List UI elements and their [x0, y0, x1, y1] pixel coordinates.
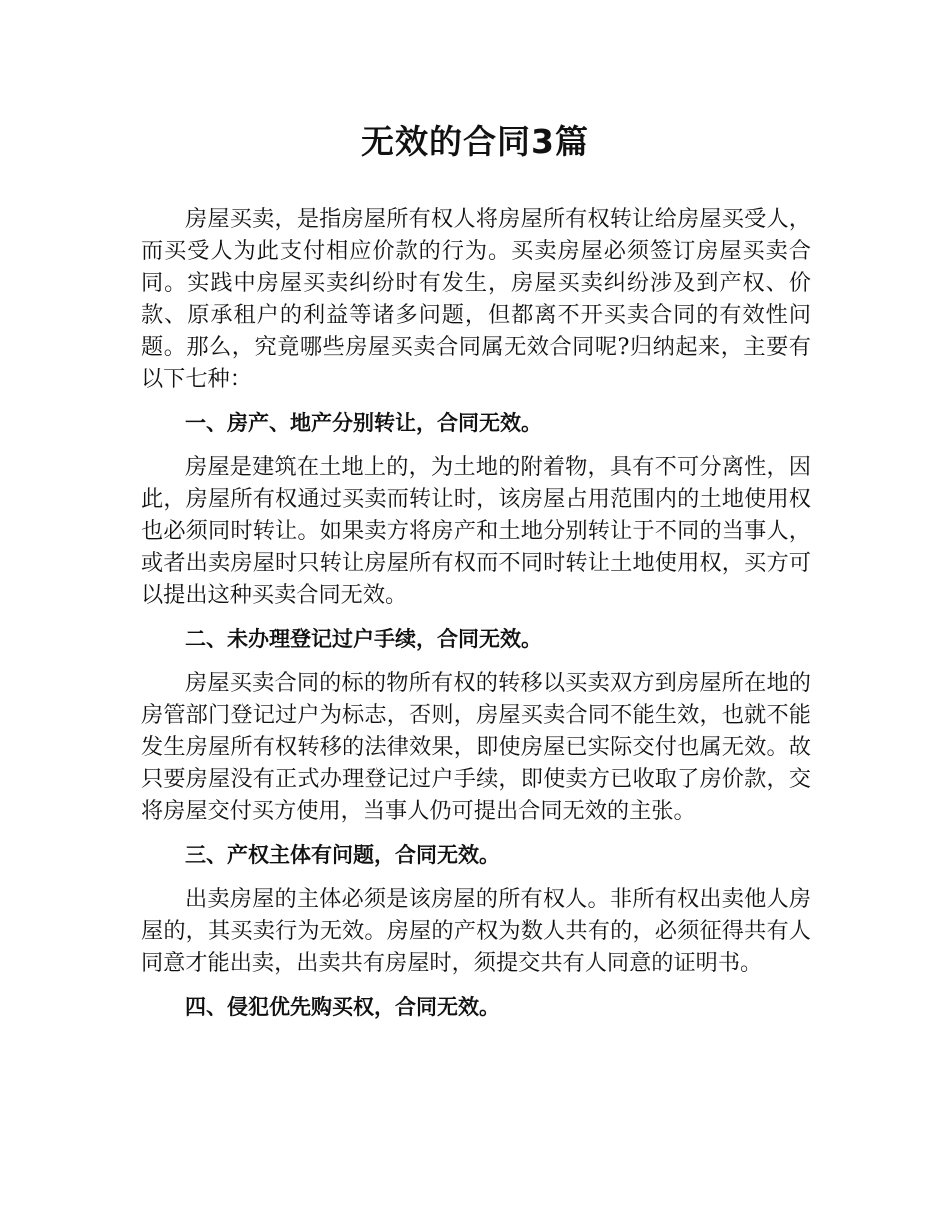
section-heading-3: 三、产权主体有问题，合同无效。	[185, 843, 500, 867]
document-body	[141, 203, 811, 1023]
section-heading-4: 四、侵犯优先购买权，合同无效。	[185, 995, 500, 1019]
section-heading-1: 一、房产、地产分别转让，合同无效。	[185, 411, 542, 435]
section-body-2: 房屋买卖合同的标的物所有权的转移以买卖双方到房屋所在地的房管部门登记过户为标志，否则，房屋买卖合同不能生效，也就不能发生房屋所有权转移的法律效果，即使房屋已实际交付也属无效。故只要房屋没有正式办理登记过户手续，即使卖方已收取了房价款，交将房屋交付买方使用，当事人仍可提出合同无效的主张。	[141, 670, 811, 824]
section-body-1: 房屋是建筑在土地上的，为土地的附着物，具有不可分离性，因此，房屋所有权通过买卖而转让时，该房屋占用范围内的土地使用权也必须同时转让。如果卖方将房产和土地分别转让于不同的当事人，或者出卖房屋时只转让房屋所有权而不同时转让土地使用权，买方可以提出这种买卖合同无效。	[141, 454, 811, 608]
section-body-3: 出卖房屋的主体必须是该房屋的所有权人。非所有权出卖他人房屋的，其买卖行为无效。房屋的产权为数人共有的，必须征得共有人同意才能出卖，出卖共有房屋时，须提交共有人同意的证明书。	[141, 886, 811, 976]
intro-paragraph: 房屋买卖，是指房屋所有权人将房屋所有权转让给房屋买受人，而买受人为此支付相应价款的行为。买卖房屋必须签订房屋买卖合同。实践中房屋买卖纠纷时有发生，房屋买卖纠纷涉及到产权、价款、原承租户的利益等诸多问题，但都离不开买卖合同的有效性问题。那么，究竟哪些房屋买卖合同属无效合同呢?归纳起来，主要有以下七种：	[141, 206, 811, 392]
document-title: 无效的合同3篇	[361, 122, 589, 161]
section-heading-2: 二、未办理登记过户手续，合同无效。	[185, 627, 542, 651]
